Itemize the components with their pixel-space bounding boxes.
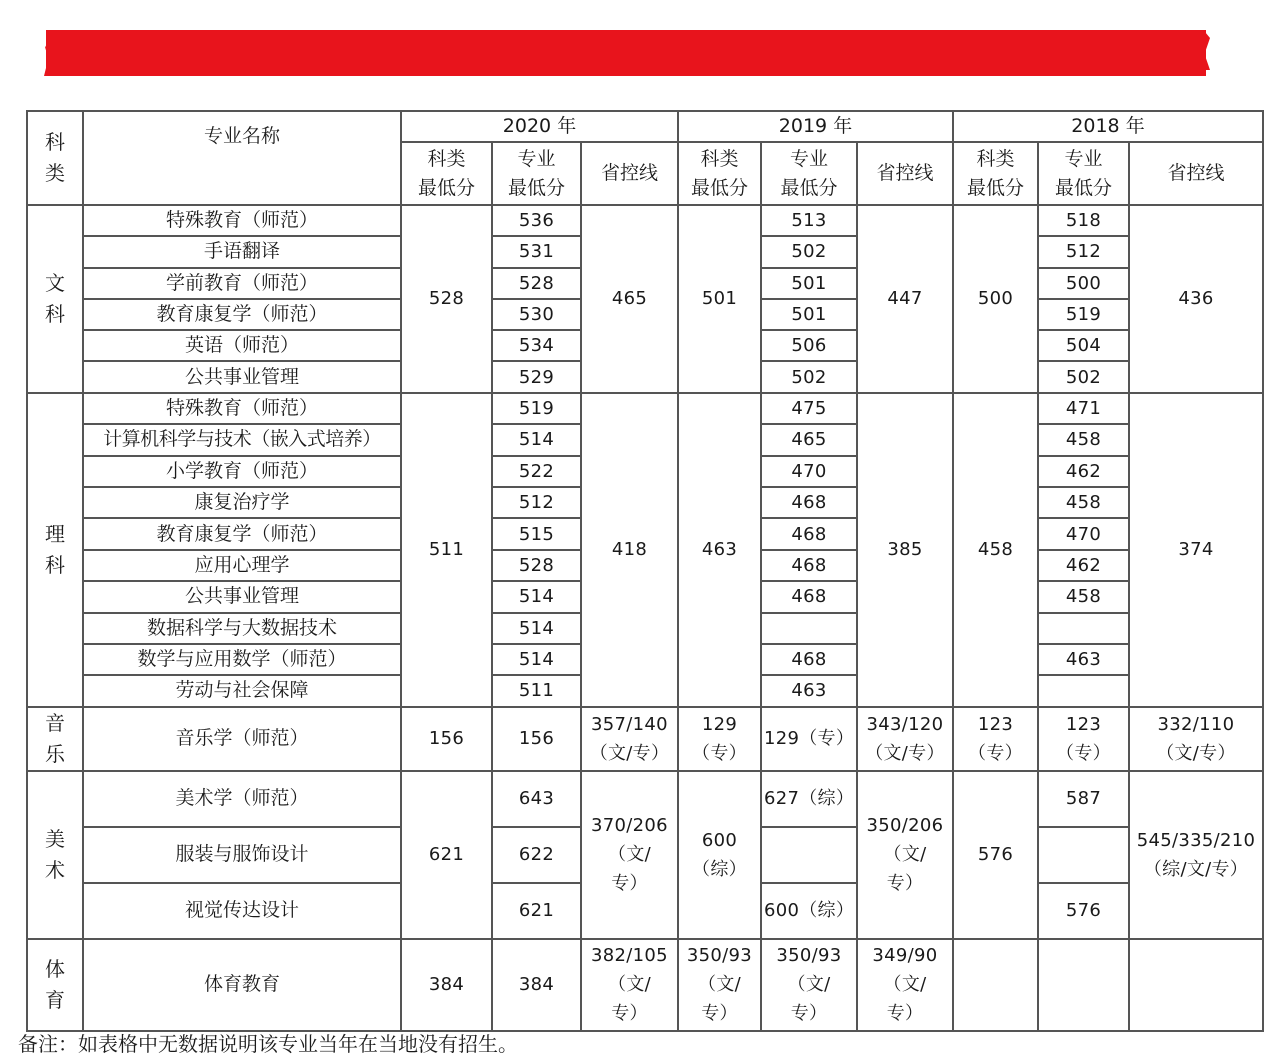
major-min-2018: 502 — [1038, 361, 1129, 392]
major-name: 特殊教育（师范） — [83, 205, 401, 236]
major-name: 视觉传达设计 — [83, 883, 401, 939]
cat-min-2019: 600 （综） — [678, 771, 761, 939]
category-like: 理 科 — [27, 393, 83, 707]
footnote: 备注：如表格中无数据说明该专业当年在当地没有招生。 — [18, 1032, 518, 1056]
major-name: 康复治疗学 — [83, 487, 401, 518]
major-min-2018: 504 — [1038, 330, 1129, 361]
major-min-2020: 514 — [492, 644, 581, 675]
banner-right-edge — [1188, 30, 1210, 70]
header-cat-min: 科类 最低分 — [953, 142, 1038, 205]
title-banner — [46, 30, 1206, 76]
header-category: 科 类 — [27, 111, 83, 205]
major-name: 应用心理学 — [83, 550, 401, 581]
major-min-2019: 627（综） — [761, 771, 857, 827]
control-line-2018: 545/335/210 （综/文/专） — [1129, 771, 1263, 939]
major-name: 小学教育（师范） — [83, 456, 401, 487]
control-line-2020: 382/105 （文/ 专） — [581, 939, 678, 1031]
cat-min-2020: 384 — [401, 939, 492, 1031]
header-control-line: 省控线 — [1129, 142, 1263, 205]
control-line-2020: 465 — [581, 205, 678, 393]
control-line-2019: 349/90 （文/ 专） — [857, 939, 953, 1031]
major-name: 音乐学（师范） — [83, 707, 401, 771]
major-name: 计算机科学与技术（嵌入式培养） — [83, 424, 401, 455]
cat-min-2019: 463 — [678, 393, 761, 707]
admission-score-table — [26, 110, 1264, 1032]
major-min-2018: 518 — [1038, 205, 1129, 236]
major-min-2020: 519 — [492, 393, 581, 424]
table-row — [27, 393, 1263, 424]
table-row — [27, 939, 1263, 1031]
major-min-2020: 536 — [492, 205, 581, 236]
category-art: 美 术 — [27, 771, 83, 939]
cat-min-2018: 500 — [953, 205, 1038, 393]
cat-min-2018 — [953, 939, 1038, 1031]
major-min-2020: 512 — [492, 487, 581, 518]
major-name: 数据科学与大数据技术 — [83, 613, 401, 644]
control-line-2020: 357/140 （文/专） — [581, 707, 678, 771]
banner-left-edge — [44, 32, 66, 76]
major-min-2019: 502 — [761, 361, 857, 392]
major-min-2019: 513 — [761, 205, 857, 236]
control-line-2020: 370/206 （文/ 专） — [581, 771, 678, 939]
major-name: 体育教育 — [83, 939, 401, 1031]
major-min-2019: 475 — [761, 393, 857, 424]
major-min-2019: 468 — [761, 644, 857, 675]
control-line-2018: 436 — [1129, 205, 1263, 393]
major-min-2018 — [1038, 675, 1129, 706]
major-min-2018: 470 — [1038, 518, 1129, 549]
major-name: 教育康复学（师范） — [83, 299, 401, 330]
major-min-2019: 501 — [761, 268, 857, 299]
header-row-years — [27, 111, 1263, 142]
major-min-2019: 502 — [761, 236, 857, 267]
cat-min-2020: 621 — [401, 771, 492, 939]
major-name: 公共事业管理 — [83, 581, 401, 612]
major-min-2020: 384 — [492, 939, 581, 1031]
major-min-2019: 468 — [761, 487, 857, 518]
major-min-2020: 622 — [492, 827, 581, 883]
control-line-2019: 385 — [857, 393, 953, 707]
major-min-2018: 463 — [1038, 644, 1129, 675]
major-name: 公共事业管理 — [83, 361, 401, 392]
header-major-min: 专业 最低分 — [1038, 142, 1129, 205]
cat-min-2018: 123 （专） — [953, 707, 1038, 771]
header-major-min: 专业 最低分 — [492, 142, 581, 205]
control-line-2019: 447 — [857, 205, 953, 393]
major-min-2020: 528 — [492, 268, 581, 299]
major-min-2019: 506 — [761, 330, 857, 361]
major-min-2018: 471 — [1038, 393, 1129, 424]
major-min-2018: 123 （专） — [1038, 707, 1129, 771]
major-min-2020: 514 — [492, 613, 581, 644]
major-min-2018 — [1038, 613, 1129, 644]
control-line-2019: 343/120 （文/专） — [857, 707, 953, 771]
major-name: 手语翻译 — [83, 236, 401, 267]
major-min-2020: 621 — [492, 883, 581, 939]
cat-min-2019: 129 （专） — [678, 707, 761, 771]
major-min-2018: 512 — [1038, 236, 1129, 267]
header-control-line: 省控线 — [857, 142, 953, 205]
major-min-2018: 458 — [1038, 487, 1129, 518]
major-min-2020: 528 — [492, 550, 581, 581]
cat-min-2020: 528 — [401, 205, 492, 393]
major-min-2019: 468 — [761, 581, 857, 612]
major-min-2020: 531 — [492, 236, 581, 267]
category-wenke: 文 科 — [27, 205, 83, 393]
header-cat-min: 科类 最低分 — [401, 142, 492, 205]
major-min-2019: 468 — [761, 518, 857, 549]
header-year-2020: 2020 年 — [401, 111, 678, 142]
major-min-2019: 463 — [761, 675, 857, 706]
major-min-2019 — [761, 613, 857, 644]
major-name: 英语（师范） — [83, 330, 401, 361]
major-min-2018: 500 — [1038, 268, 1129, 299]
table-row — [27, 771, 1263, 827]
cat-min-2020: 156 — [401, 707, 492, 771]
major-name: 服装与服饰设计 — [83, 827, 401, 883]
major-min-2018: 458 — [1038, 581, 1129, 612]
major-min-2020: 522 — [492, 456, 581, 487]
header-year-2018: 2018 年 — [953, 111, 1263, 142]
cat-min-2018: 576 — [953, 771, 1038, 939]
major-min-2020: 530 — [492, 299, 581, 330]
major-min-2018: 519 — [1038, 299, 1129, 330]
major-min-2020: 529 — [492, 361, 581, 392]
major-min-2018: 462 — [1038, 550, 1129, 581]
major-min-2019: 129（专） — [761, 707, 857, 771]
cat-min-2019: 501 — [678, 205, 761, 393]
cat-min-2018: 458 — [953, 393, 1038, 707]
major-min-2020: 643 — [492, 771, 581, 827]
major-min-2018 — [1038, 827, 1129, 883]
major-min-2019: 470 — [761, 456, 857, 487]
major-min-2018: 587 — [1038, 771, 1129, 827]
header-cat-min: 科类 最低分 — [678, 142, 761, 205]
header-control-line: 省控线 — [581, 142, 678, 205]
major-name: 教育康复学（师范） — [83, 518, 401, 549]
category-music: 音 乐 — [27, 707, 83, 771]
major-min-2018: 462 — [1038, 456, 1129, 487]
major-min-2020: 156 — [492, 707, 581, 771]
header-major-min: 专业 最低分 — [761, 142, 857, 205]
major-name: 数学与应用数学（师范） — [83, 644, 401, 675]
major-min-2020: 534 — [492, 330, 581, 361]
control-line-2018 — [1129, 939, 1263, 1031]
control-line-2018: 332/110 （文/专） — [1129, 707, 1263, 771]
major-min-2018: 576 — [1038, 883, 1129, 939]
control-line-2020: 418 — [581, 393, 678, 707]
major-min-2019: 501 — [761, 299, 857, 330]
major-min-2020: 514 — [492, 581, 581, 612]
header-year-2019: 2019 年 — [678, 111, 953, 142]
header-major: 专业名称 — [83, 111, 401, 205]
major-min-2020: 515 — [492, 518, 581, 549]
major-name: 特殊教育（师范） — [83, 393, 401, 424]
major-min-2019: 350/93 （文/ 专） — [761, 939, 857, 1031]
control-line-2018: 374 — [1129, 393, 1263, 707]
major-min-2020: 511 — [492, 675, 581, 706]
major-min-2019: 468 — [761, 550, 857, 581]
cat-min-2020: 511 — [401, 393, 492, 707]
control-line-2019: 350/206 （文/ 专） — [857, 771, 953, 939]
major-name: 学前教育（师范） — [83, 268, 401, 299]
table-row — [27, 707, 1263, 771]
major-min-2018 — [1038, 939, 1129, 1031]
category-pe: 体 育 — [27, 939, 83, 1031]
major-min-2018: 458 — [1038, 424, 1129, 455]
major-min-2019: 600（综） — [761, 883, 857, 939]
table-row — [27, 205, 1263, 236]
cat-min-2019: 350/93 （文/ 专） — [678, 939, 761, 1031]
major-min-2019 — [761, 827, 857, 883]
major-min-2020: 514 — [492, 424, 581, 455]
major-min-2019: 465 — [761, 424, 857, 455]
major-name: 美术学（师范） — [83, 771, 401, 827]
major-name: 劳动与社会保障 — [83, 675, 401, 706]
